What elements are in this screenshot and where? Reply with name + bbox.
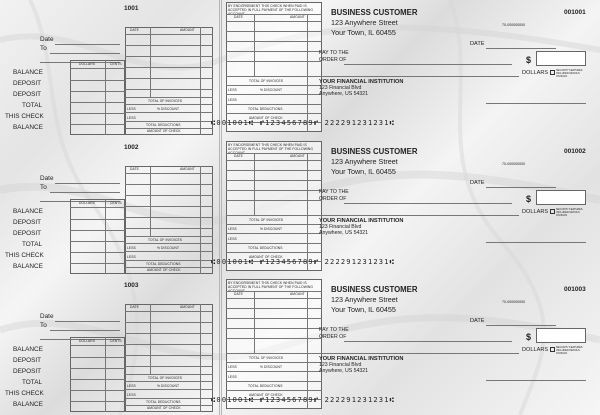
voucher-total-invoices: TOTAL OF INVOICES <box>249 79 284 83</box>
pay-to-label: PAY TO THE <box>319 50 349 56</box>
stub-less: LESS <box>127 116 136 120</box>
ledger-dollars-header: DOLLARS <box>79 62 96 66</box>
stub-this-check-label: THIS CHECK <box>5 113 44 120</box>
date-label: DATE <box>470 318 485 324</box>
bank-name: YOUR FINANCIAL INSTITUTION <box>319 218 404 224</box>
stub-deposit-label: DEPOSIT <box>13 80 42 87</box>
stub-number: 1002 <box>124 144 139 151</box>
stub-less: LESS <box>127 393 136 397</box>
voucher-total-deductions: TOTAL DEDUCTIONS <box>248 246 283 250</box>
bank-street: 123 Financial Blvd <box>319 85 362 91</box>
invoice-date-header: DATE <box>130 305 139 309</box>
voucher-amount-of-check: AMOUNT OF CHECK <box>249 255 283 259</box>
bank-city: Anywhere, US 54321 <box>319 368 369 374</box>
lock-icon <box>550 209 555 214</box>
stub-amount-of-check: AMOUNT OF CHECK <box>147 406 181 410</box>
stub-date-label: Date <box>40 175 54 182</box>
stub-to-label: To <box>40 184 47 191</box>
dollar-sign: $ <box>526 55 532 65</box>
stub-to-label: To <box>40 45 47 52</box>
company-street: 123 Anywhere Street <box>331 157 398 166</box>
stub-total-label: TOTAL <box>22 102 43 109</box>
stub-less: LESS <box>127 107 136 111</box>
stub-total-deductions: TOTAL DEDUCTIONS <box>146 262 181 266</box>
ledger-cents-header: CENTS <box>110 339 122 343</box>
stub-deposit-label: DEPOSIT <box>13 219 42 226</box>
company-street: 123 Anywhere Street <box>331 295 398 304</box>
bank-city: Anywhere, US 54321 <box>319 230 369 236</box>
stub-date-label: Date <box>40 313 54 320</box>
stub-balance-label: BALANCE <box>13 208 43 215</box>
order-of-label: ORDER OF <box>319 57 347 63</box>
company-street: 123 Anywhere Street <box>331 18 398 27</box>
dollar-sign: $ <box>526 332 532 342</box>
voucher-total-invoices: TOTAL OF INVOICES <box>249 218 284 222</box>
micr-line: ⑆001001⑆ ⑈123456789⑈ 222291231231⑆ <box>211 119 396 127</box>
stub-less: LESS <box>127 246 136 250</box>
security-note: SECURITY FEATURES INCLUDED DETAILS ON BACK <box>556 208 583 217</box>
micr-line: ⑆001001⑆ ⑈123456789⑈ 222291231231⑆ <box>211 258 396 266</box>
stub-this-check-label: THIS CHECK <box>5 390 44 397</box>
pay-to-label: PAY TO THE <box>319 327 349 333</box>
voucher-date-header: DATE <box>234 292 243 296</box>
company-city: Your Town, IL 60455 <box>331 305 396 314</box>
stub-number: 1003 <box>124 282 139 289</box>
voucher-date-header: DATE <box>234 154 243 158</box>
stub-balance-label: BALANCE <box>13 346 43 353</box>
stub-total-invoices: TOTAL OF INVOICES <box>148 376 183 380</box>
fraction-code: 70-000000000 <box>502 23 526 27</box>
company-city: Your Town, IL 60455 <box>331 28 396 37</box>
dollars-label: DOLLARS <box>522 209 549 215</box>
invoice-date-header: DATE <box>130 28 139 32</box>
voucher-discount: % DISCOUNT <box>260 88 283 92</box>
ledger-cents-header: CENTS <box>110 201 122 205</box>
check-row <box>0 0 600 137</box>
amount-box[interactable] <box>536 51 586 66</box>
dollar-sign: $ <box>526 194 532 204</box>
micr-line: ⑆001001⑆ ⑈123456789⑈ 222291231231⑆ <box>211 396 396 404</box>
security-note: SECURITY FEATURES INCLUDED DETAILS ON BACK <box>556 69 583 78</box>
stub-deposit-label: DEPOSIT <box>13 368 42 375</box>
stub-discount: % DISCOUNT <box>157 107 180 111</box>
fraction-code: 70-000000000 <box>502 300 526 304</box>
fraction-code: 70-000000000 <box>502 162 526 166</box>
voucher-total-deductions: TOTAL DEDUCTIONS <box>248 384 283 388</box>
order-of-label: ORDER OF <box>319 334 347 340</box>
stub-deposit-label: DEPOSIT <box>13 357 42 364</box>
date-label: DATE <box>470 180 485 186</box>
stub-less: LESS <box>127 255 136 259</box>
voucher-amount-header: AMOUNT <box>290 15 305 19</box>
invoice-amount-header: AMOUNT <box>180 305 195 309</box>
voucher-endorsement: BY ENDORSEMENT THIS CHECK WHEN PAID IS ACCEPTED IN FULL PAYMENT OF THE FOLLOWING <box>228 281 314 289</box>
ledger-dollars-header: DOLLARS <box>79 339 96 343</box>
voucher-less: LESS <box>228 237 237 241</box>
stub-balance-label: BALANCE <box>13 263 43 270</box>
stub-total-invoices: TOTAL OF INVOICES <box>148 238 183 242</box>
stub-total-invoices: TOTAL OF INVOICES <box>148 99 183 103</box>
ledger-dollars-header: DOLLARS <box>79 201 96 205</box>
lock-icon <box>550 347 555 352</box>
check-row <box>0 277 600 414</box>
voucher-less: LESS <box>228 98 237 102</box>
voucher-discount: % DISCOUNT <box>260 365 283 369</box>
stub-balance-label: BALANCE <box>13 401 43 408</box>
stub-number: 1001 <box>124 5 139 12</box>
check-stub <box>0 139 216 276</box>
voucher-amount-header: AMOUNT <box>290 154 305 158</box>
dollars-label: DOLLARS <box>522 347 549 353</box>
stub-date-label: Date <box>40 36 54 43</box>
voucher-less: LESS <box>228 375 237 379</box>
invoice-date-header: DATE <box>130 167 139 171</box>
stub-total-deductions: TOTAL DEDUCTIONS <box>146 123 181 127</box>
bank-name: YOUR FINANCIAL INSTITUTION <box>319 356 404 362</box>
bank-name: YOUR FINANCIAL INSTITUTION <box>319 79 404 85</box>
order-of-label: ORDER OF <box>319 196 347 202</box>
bank-street: 123 Financial Blvd <box>319 362 362 368</box>
stub-total-label: TOTAL <box>22 241 43 248</box>
stub-balance-label: BALANCE <box>13 124 43 131</box>
voucher-total-deductions: TOTAL DEDUCTIONS <box>248 107 283 111</box>
security-note: SECURITY FEATURES INCLUDED DETAILS ON BACK <box>556 346 583 355</box>
stub-total-deductions: TOTAL DEDUCTIONS <box>146 400 181 404</box>
stub-discount: % DISCOUNT <box>157 246 180 250</box>
stub-deposit-label: DEPOSIT <box>13 230 42 237</box>
stub-balance-label: BALANCE <box>13 69 43 76</box>
amount-box[interactable] <box>536 190 586 205</box>
stub-less: LESS <box>127 384 136 388</box>
voucher-amount-header: AMOUNT <box>290 292 305 296</box>
voucher-amount-of-check: AMOUNT OF CHECK <box>249 393 283 397</box>
voucher-discount: % DISCOUNT <box>260 227 283 231</box>
check-stub <box>0 0 216 137</box>
company-name: BUSINESS CUSTOMER <box>331 147 418 156</box>
voucher-total-invoices: TOTAL OF INVOICES <box>249 356 284 360</box>
dollars-label: DOLLARS <box>522 70 549 76</box>
pay-to-label: PAY TO THE <box>319 189 349 195</box>
company-name: BUSINESS CUSTOMER <box>331 285 418 294</box>
bank-street: 123 Financial Blvd <box>319 224 362 230</box>
invoice-amount-header: AMOUNT <box>180 167 195 171</box>
stub-this-check-label: THIS CHECK <box>5 252 44 259</box>
check-number: 001001 <box>564 9 586 16</box>
company-city: Your Town, IL 60455 <box>331 167 396 176</box>
company-name: BUSINESS CUSTOMER <box>331 8 418 17</box>
voucher-date-header: DATE <box>234 15 243 19</box>
voucher-amount-of-check: AMOUNT OF CHECK <box>249 116 283 120</box>
voucher-endorsement: BY ENDORSEMENT THIS CHECK WHEN PAID IS ACCEPTED IN FULL PAYMENT OF THE FOLLOWING <box>228 143 314 151</box>
invoice-amount-header: AMOUNT <box>180 28 195 32</box>
voucher-less: LESS <box>228 227 237 231</box>
check-stub <box>0 277 216 414</box>
voucher-endorsement: BY ENDORSEMENT THIS CHECK WHEN PAID IS ACCEPTED IN FULL PAYMENT OF THE FOLLOWING <box>228 4 314 12</box>
stub-amount-of-check: AMOUNT OF CHECK <box>147 129 181 133</box>
voucher-less: LESS <box>228 88 237 92</box>
date-label: DATE <box>470 41 485 47</box>
stub-discount: % DISCOUNT <box>157 384 180 388</box>
stub-total-label: TOTAL <box>22 379 43 386</box>
stub-amount-of-check: AMOUNT OF CHECK <box>147 268 181 272</box>
check-number: 001002 <box>564 148 586 155</box>
check-row <box>0 139 600 276</box>
check-body <box>211 139 600 276</box>
stub-deposit-label: DEPOSIT <box>13 91 42 98</box>
ledger-cents-header: CENTS <box>110 62 122 66</box>
lock-icon <box>550 70 555 75</box>
amount-box[interactable] <box>536 328 586 343</box>
bank-city: Anywhere, US 54321 <box>319 91 369 97</box>
check-body <box>211 277 600 414</box>
check-body <box>211 0 600 137</box>
check-number: 001003 <box>564 286 586 293</box>
stub-to-label: To <box>40 322 47 329</box>
voucher-less: LESS <box>228 365 237 369</box>
